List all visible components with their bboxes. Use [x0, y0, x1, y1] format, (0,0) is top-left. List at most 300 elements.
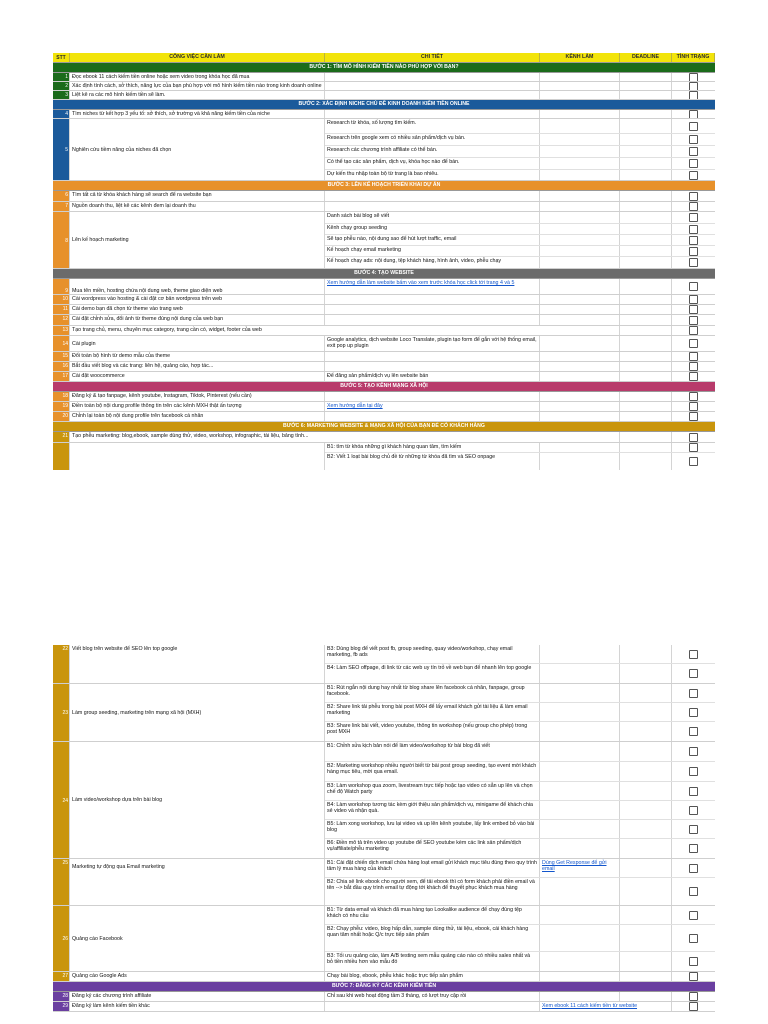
status-cell	[672, 257, 715, 268]
channel-cell	[540, 91, 620, 99]
channel-cell	[540, 372, 620, 381]
channel-cell	[540, 992, 620, 1001]
status-checkbox[interactable]	[689, 159, 698, 168]
status-cell	[672, 859, 715, 877]
header-status: TÌNH TRẠNG	[672, 53, 715, 62]
status-checkbox[interactable]	[689, 402, 698, 411]
status-cell	[672, 246, 715, 256]
detail-cell: B2: Viết 1 loạt bài blog chủ đề từ những từ khóa đã tìm và SEO onpage	[325, 453, 540, 470]
detail-subrows	[325, 742, 715, 858]
channel-cell	[540, 878, 620, 905]
status-checkbox[interactable]	[689, 787, 698, 796]
detail-cell	[325, 191, 540, 201]
task-cell: Đăng ký & tạo fanpage, kênh youtube, Instagram, Tiktok, Pinterest (nếu cần)	[70, 392, 325, 401]
status-cell	[672, 645, 715, 663]
sub-row	[325, 170, 715, 180]
row-number: 6	[53, 191, 70, 201]
table-row	[53, 73, 715, 82]
status-cell	[672, 279, 715, 294]
sub-row	[325, 158, 715, 170]
row-number: 28	[53, 992, 70, 1001]
status-checkbox[interactable]	[689, 767, 698, 776]
row-number: 20	[53, 412, 70, 421]
deadline-cell	[620, 372, 672, 381]
channel-cell	[540, 782, 620, 800]
channel-cell	[540, 212, 620, 223]
detail-cell	[325, 110, 540, 118]
deadline-cell	[620, 73, 672, 81]
detail-cell: B3: Share link bài viết, video youtube, thông tin workshop (nếu group cho phép) trong post MXH	[325, 722, 540, 741]
status-checkbox[interactable]	[689, 135, 698, 144]
deadline-cell	[620, 703, 672, 721]
deadline-cell	[620, 134, 672, 145]
task-cell: Liệt kê ra các mô hình kiếm tiền sẽ làm.	[70, 91, 325, 99]
channel-cell	[540, 801, 620, 819]
task-cell: Quảng cáo Facebook	[70, 906, 325, 971]
task-cell: Cài wordpress vào hosting & cài đặt cơ bản wordpress trên web	[70, 295, 325, 304]
detail-cell: Research các chương trình affiliate có thể bán.	[325, 146, 540, 157]
deadline-cell	[620, 952, 672, 971]
sub-row	[325, 703, 715, 722]
status-cell	[672, 82, 715, 90]
deadline-cell	[620, 664, 672, 683]
status-cell	[672, 839, 715, 858]
channel-cell	[540, 279, 620, 294]
status-cell	[672, 402, 715, 411]
channel-cell	[540, 412, 620, 421]
task-cell: Điền toàn bộ nội dung profile thông tin trên các kênh MXH thật ấn tượng	[70, 402, 325, 411]
getresponse-link[interactable]: Dùng Get Response để gửi email	[540, 859, 620, 877]
deadline-cell	[620, 246, 672, 256]
channel-cell	[540, 295, 620, 304]
table-row	[53, 402, 715, 412]
task-cell: Đăng ký các chương trình affiliate	[70, 992, 325, 1001]
task-cell: Quảng cáo Google Ads	[70, 972, 325, 981]
status-checkbox[interactable]	[689, 864, 698, 873]
status-checkbox[interactable]	[689, 305, 698, 314]
status-checkbox[interactable]	[689, 669, 698, 678]
deadline-cell	[620, 859, 672, 877]
status-checkbox[interactable]	[689, 122, 698, 131]
status-checkbox[interactable]	[689, 887, 698, 896]
header-task: CÔNG VIỆC CẦN LÀM	[70, 53, 325, 62]
task-cell: Viết blog trên website để SEO lên top google	[70, 645, 325, 683]
row-number: 15	[53, 352, 70, 361]
row-number: 21	[53, 432, 70, 442]
status-checkbox[interactable]	[689, 225, 698, 234]
header-channel: KÊNH LÀM	[540, 53, 620, 62]
table-row	[53, 432, 715, 443]
sub-row	[325, 443, 715, 453]
task-cell: Xác định tính cách, sở thích, năng lực của bạn phù hợp với mô hình kiếm tiền nào trong kinh doanh online	[70, 82, 325, 90]
deadline-cell	[620, 315, 672, 325]
status-checkbox[interactable]	[689, 91, 698, 99]
status-checkbox[interactable]	[689, 282, 698, 291]
status-cell	[672, 878, 715, 905]
table-row	[53, 191, 715, 202]
deadline-cell	[620, 110, 672, 118]
status-checkbox[interactable]	[689, 202, 698, 211]
table-row	[53, 91, 715, 100]
detail-cell	[325, 202, 540, 211]
row-number: 23	[53, 684, 70, 741]
row-number: 26	[53, 906, 70, 971]
detail-cell: B5: Làm xong workshop, lưu lại video và up lên kênh youtube, lấy link embed bỏ vào bài blog	[325, 820, 540, 838]
sub-row	[325, 212, 715, 224]
status-cell	[672, 295, 715, 304]
deadline-cell	[620, 972, 672, 981]
status-checkbox[interactable]	[689, 352, 698, 361]
detail-cell	[325, 82, 540, 90]
status-cell	[672, 158, 715, 169]
channel-cell	[540, 257, 620, 268]
table-row	[53, 82, 715, 91]
detail-cell: Research trên google xem có nhiều sản phẩm/dịch vụ bán.	[325, 134, 540, 145]
deadline-cell	[620, 191, 672, 201]
sub-row	[325, 246, 715, 257]
task-cell: Cài đặt chỉnh sửa, đổi ảnh từ theme đúng nội dung của web bạn	[70, 315, 325, 325]
sub-row	[325, 839, 715, 858]
channel-cell	[540, 722, 620, 741]
channel-cell	[540, 925, 620, 951]
status-checkbox[interactable]	[689, 911, 698, 920]
detail-cell: B2: Marketing workshop nhiều người biết từ bài post group seeding, tạo event mời khách hàng mục tiêu, mời qua email.	[325, 762, 540, 781]
detail-cell	[325, 392, 540, 401]
detail-subrows	[325, 645, 715, 683]
task-cell: Đăng ký làm kênh kiếm tiền khác	[70, 1002, 325, 1011]
detail-cell: Danh sách bài blog sẽ viết	[325, 212, 540, 223]
status-checkbox[interactable]	[689, 147, 698, 156]
row-number: 11	[53, 305, 70, 314]
channel-cell	[540, 191, 620, 201]
task-cell: Marketing tự động qua Email marketing	[70, 859, 325, 905]
status-cell	[672, 235, 715, 245]
task-cell: Chỉnh lại toàn bộ nội dung profile trên facebook cá nhân	[70, 412, 325, 421]
task-cell: Làm group seeding, marketing trên mạng xã hội (MXH)	[70, 684, 325, 741]
status-checkbox[interactable]	[689, 689, 698, 698]
status-cell	[672, 412, 715, 421]
channel-cell	[540, 73, 620, 81]
row-number: 1	[53, 73, 70, 81]
task-cell: Tìm tất cả từ khóa khách hàng sẽ search để ra website bạn	[70, 191, 325, 201]
status-checkbox[interactable]	[689, 727, 698, 736]
status-checkbox[interactable]	[689, 316, 698, 325]
status-cell	[672, 73, 715, 81]
deadline-cell	[620, 235, 672, 245]
status-cell	[672, 742, 715, 761]
row-number-blank	[53, 443, 70, 470]
deadline-cell	[620, 762, 672, 781]
status-cell	[672, 372, 715, 381]
detail-cell: B2: Chia sẻ link ebook cho người xem, để tải ebook thì có form khách phải điền email và tên --> bắt đầu quy trình email tự động tới khách để thuyết phục khách mua hàng	[325, 878, 540, 905]
step-4-banner: BƯỚC 4: TẠO WEBSITE	[53, 269, 715, 279]
channel-cell	[540, 839, 620, 858]
table-row-group	[53, 212, 715, 269]
status-checkbox[interactable]	[689, 326, 698, 335]
status-checkbox[interactable]	[689, 1002, 698, 1011]
sub-row	[325, 664, 715, 683]
status-checkbox[interactable]	[689, 82, 698, 90]
status-checkbox[interactable]	[689, 747, 698, 756]
row-number: 16	[53, 362, 70, 371]
row-number: 4	[53, 110, 70, 118]
sub-row	[325, 782, 715, 801]
status-checkbox[interactable]	[689, 844, 698, 853]
sub-row	[325, 820, 715, 839]
deadline-cell	[620, 925, 672, 951]
deadline-cell	[620, 684, 672, 702]
row-number: 22	[53, 645, 70, 683]
deadline-cell	[620, 906, 672, 924]
detail-subrows	[325, 906, 715, 971]
row-number: 2	[53, 82, 70, 90]
table-row	[53, 362, 715, 372]
status-checkbox[interactable]	[689, 362, 698, 371]
detail-cell: B3: Tối ưu quảng cáo, làm A/B testing xem mẫu quảng cáo nào có nhiều sales nhất và bỏ tiền nhiều hơn vào mẫu đó	[325, 952, 540, 971]
status-cell	[672, 1002, 715, 1011]
channel-cell	[540, 82, 620, 90]
deadline-cell	[620, 91, 672, 99]
deadline-cell	[620, 212, 672, 223]
deadline-cell	[620, 432, 672, 442]
deadline-cell	[620, 202, 672, 211]
sub-row	[325, 645, 715, 664]
detail-cell	[325, 352, 540, 361]
status-checkbox[interactable]	[689, 258, 698, 267]
spreadsheet-page-1	[53, 53, 715, 470]
deadline-cell	[620, 742, 672, 761]
header-detail: CHI TIẾT	[325, 53, 540, 62]
deadline-cell	[620, 82, 672, 90]
sub-row	[325, 801, 715, 820]
deadline-cell	[620, 352, 672, 361]
status-cell	[672, 224, 715, 234]
status-cell	[672, 664, 715, 683]
channel-cell	[540, 110, 620, 118]
table-row	[53, 336, 715, 352]
channel-cell	[540, 906, 620, 924]
row-number: 24	[53, 742, 70, 858]
step-7-banner: BƯỚC 7: ĐĂNG KÝ CÁC KÊNH KIẾM TIỀN	[53, 982, 715, 992]
status-cell	[672, 782, 715, 800]
table-row	[53, 972, 715, 982]
deadline-cell	[620, 158, 672, 169]
detail-cell: B1: Rút ngắn nội dung hay nhất từ blog share lên facebook cá nhân, fanpage, group facebook.	[325, 684, 540, 702]
deadline-cell	[620, 119, 672, 133]
sub-row	[325, 235, 715, 246]
detail-cell	[325, 362, 540, 371]
ebook-link[interactable]: Xem ebook 11 cách kiếm tiền từ website	[540, 1002, 672, 1011]
status-cell	[672, 119, 715, 133]
table-row-group	[53, 859, 715, 906]
channel-cell	[540, 326, 620, 335]
status-cell	[672, 392, 715, 401]
detail-subrows	[325, 212, 715, 268]
channel-cell	[540, 146, 620, 157]
deadline-cell	[620, 801, 672, 819]
status-checkbox[interactable]	[689, 339, 698, 348]
channel-cell	[540, 703, 620, 721]
table-row	[53, 279, 715, 295]
deadline-cell	[620, 305, 672, 314]
step-3-banner: BƯỚC 3: LÊN KẾ HOẠCH TRIỂN KHAI DỰ ÁN	[53, 181, 715, 191]
status-checkbox[interactable]	[689, 992, 698, 1001]
status-checkbox[interactable]	[689, 171, 698, 180]
channel-cell	[540, 315, 620, 325]
detail-cell: Kế hoạch chạy email marketing	[325, 246, 540, 256]
row-number: 14	[53, 336, 70, 351]
status-cell	[672, 453, 715, 470]
status-cell	[672, 762, 715, 781]
detail-cell: B3: Làm workshop qua zoom, livestream trực tiếp hoặc tạo video có sẵn up lên và chọn chế độ Watch party	[325, 782, 540, 800]
channel-cell	[540, 402, 620, 411]
table-row-group	[53, 443, 715, 470]
step-1-banner: BƯỚC 1: TÌM MÔ HÌNH KIẾM TIỀN NÀO PHÙ HỢP VỚI BẠN?	[53, 63, 715, 73]
deadline-cell	[620, 279, 672, 294]
status-checkbox[interactable]	[689, 192, 698, 201]
channel-cell	[540, 362, 620, 371]
channel-cell	[540, 432, 620, 442]
status-checkbox[interactable]	[689, 443, 698, 452]
deadline-cell	[620, 362, 672, 371]
channel-cell	[540, 119, 620, 133]
spreadsheet-page-2	[53, 645, 715, 1012]
channel-cell	[540, 684, 620, 702]
channel-cell	[540, 158, 620, 169]
status-checkbox[interactable]	[689, 295, 698, 304]
status-checkbox[interactable]	[689, 110, 698, 118]
table-row	[53, 110, 715, 119]
row-number: 19	[53, 402, 70, 411]
detail-subrows	[325, 684, 715, 741]
status-cell	[672, 820, 715, 838]
channel-cell	[540, 336, 620, 351]
deadline-cell	[620, 453, 672, 470]
status-checkbox[interactable]	[689, 650, 698, 659]
status-checkbox[interactable]	[689, 433, 698, 442]
detail-cell: Có thể tạo các sản phẩm, dịch vụ, khóa học nào để bán.	[325, 158, 540, 169]
status-checkbox[interactable]	[689, 957, 698, 966]
detail-cell: Kế hoạch chạy ads: nội dung, tệp khách hàng, hình ảnh, video, phễu chạy	[325, 257, 540, 268]
status-cell	[672, 722, 715, 741]
detail-cell: Sẽ tạo phễu nào, nội dung sao để hút lượt traffic, email	[325, 235, 540, 245]
status-cell	[672, 432, 715, 442]
table-row	[53, 392, 715, 402]
status-cell	[672, 212, 715, 223]
profile-guide-link[interactable]: Xem hướng dẫn tại đây	[325, 402, 540, 411]
status-cell	[672, 443, 715, 452]
step-2-banner: BƯỚC 2: XÁC ĐỊNH NICHE CHỦ ĐỀ KINH DOANH KIẾM TIỀN ONLINE	[53, 100, 715, 110]
status-cell	[672, 906, 715, 924]
table-row-group	[53, 742, 715, 859]
table-row	[53, 412, 715, 422]
status-checkbox[interactable]	[689, 825, 698, 834]
task-cell: Tạo phễu marketing: blog,ebook, sample dùng thử, video, workshop, infographic, tài liệu, bảng tính...	[72, 433, 309, 439]
table-row	[53, 202, 715, 212]
step-6-banner: BƯỚC 6: MARKETING WEBSITE & MẠNG XÃ HỘI CỦA BẠN ĐỂ CÓ KHÁCH HÀNG	[53, 422, 715, 432]
detail-cell: B6: Điền mô tả trên video up youtube để SEO youtube kèm các link sản phẩm/dịch vụ/affiliate/phễu marketing	[325, 839, 540, 858]
sub-row	[325, 453, 715, 470]
deadline-cell	[620, 257, 672, 268]
task-cell: Tạo trang chủ, menu, chuyên mục category, trang cần có, widget, footer của web	[72, 327, 262, 333]
deadline-cell	[620, 326, 672, 335]
status-cell	[672, 952, 715, 971]
status-checkbox[interactable]	[689, 392, 698, 401]
channel-cell	[540, 224, 620, 234]
sub-row	[325, 257, 715, 268]
deadline-cell	[620, 402, 672, 411]
task-cell: Tìm niches từ kết hợp 3 yếu tố: sở thích, sở trường và khả năng kiếm tiền của niche	[70, 110, 325, 118]
status-cell	[672, 305, 715, 314]
detail-subrows	[325, 119, 715, 180]
status-cell	[672, 110, 715, 118]
deadline-cell	[620, 645, 672, 663]
detail-subrows	[325, 443, 715, 470]
row-number: 10	[53, 295, 70, 304]
channel-cell	[540, 664, 620, 683]
status-checkbox[interactable]	[689, 708, 698, 717]
table-row	[53, 1002, 715, 1012]
row-number: 13	[53, 326, 70, 335]
status-checkbox[interactable]	[689, 972, 698, 981]
channel-cell	[540, 443, 620, 452]
deadline-cell	[620, 992, 672, 1001]
sub-row	[325, 722, 715, 741]
sub-row	[325, 119, 715, 134]
status-cell	[672, 972, 715, 981]
status-checkbox[interactable]	[689, 934, 698, 943]
website-guide-link[interactable]: Xem hướng dẫn làm website bấm vào xem trước khóa học click tới trang 4 và 5	[325, 279, 540, 294]
channel-cell	[540, 246, 620, 256]
table-row	[53, 372, 715, 382]
header-deadline: DEADLINE	[620, 53, 672, 62]
row-number: 5	[53, 119, 70, 180]
status-checkbox[interactable]	[689, 457, 698, 466]
status-checkbox[interactable]	[689, 236, 698, 245]
table-row	[53, 326, 715, 336]
sub-row	[325, 859, 715, 878]
row-number: 8	[53, 212, 70, 268]
table-row	[53, 305, 715, 315]
table-row-group	[53, 906, 715, 972]
status-checkbox[interactable]	[689, 247, 698, 256]
sub-row	[325, 878, 715, 905]
status-cell	[672, 336, 715, 351]
deadline-cell	[620, 412, 672, 421]
deadline-cell	[620, 392, 672, 401]
status-checkbox[interactable]	[689, 806, 698, 815]
status-checkbox[interactable]	[689, 372, 698, 381]
status-checkbox[interactable]	[689, 213, 698, 222]
status-cell	[672, 202, 715, 211]
detail-cell: B1: tìm từ khóa những gì khách hàng quan tâm, tìm kiếm	[325, 443, 540, 452]
status-cell	[672, 925, 715, 951]
table-row-group	[53, 684, 715, 742]
sub-row	[325, 146, 715, 158]
status-cell	[672, 326, 715, 335]
status-checkbox[interactable]	[689, 73, 698, 81]
status-checkbox[interactable]	[689, 412, 698, 421]
status-cell	[672, 703, 715, 721]
row-number: 18	[53, 392, 70, 401]
row-number: 7	[53, 202, 70, 211]
channel-cell	[540, 305, 620, 314]
row-number: 17	[53, 372, 70, 381]
status-cell	[672, 801, 715, 819]
row-number: 27	[53, 972, 70, 981]
channel-cell	[540, 453, 620, 470]
task-cell: Cài demo bạn đã chọn từ theme vào trang web	[70, 305, 325, 314]
